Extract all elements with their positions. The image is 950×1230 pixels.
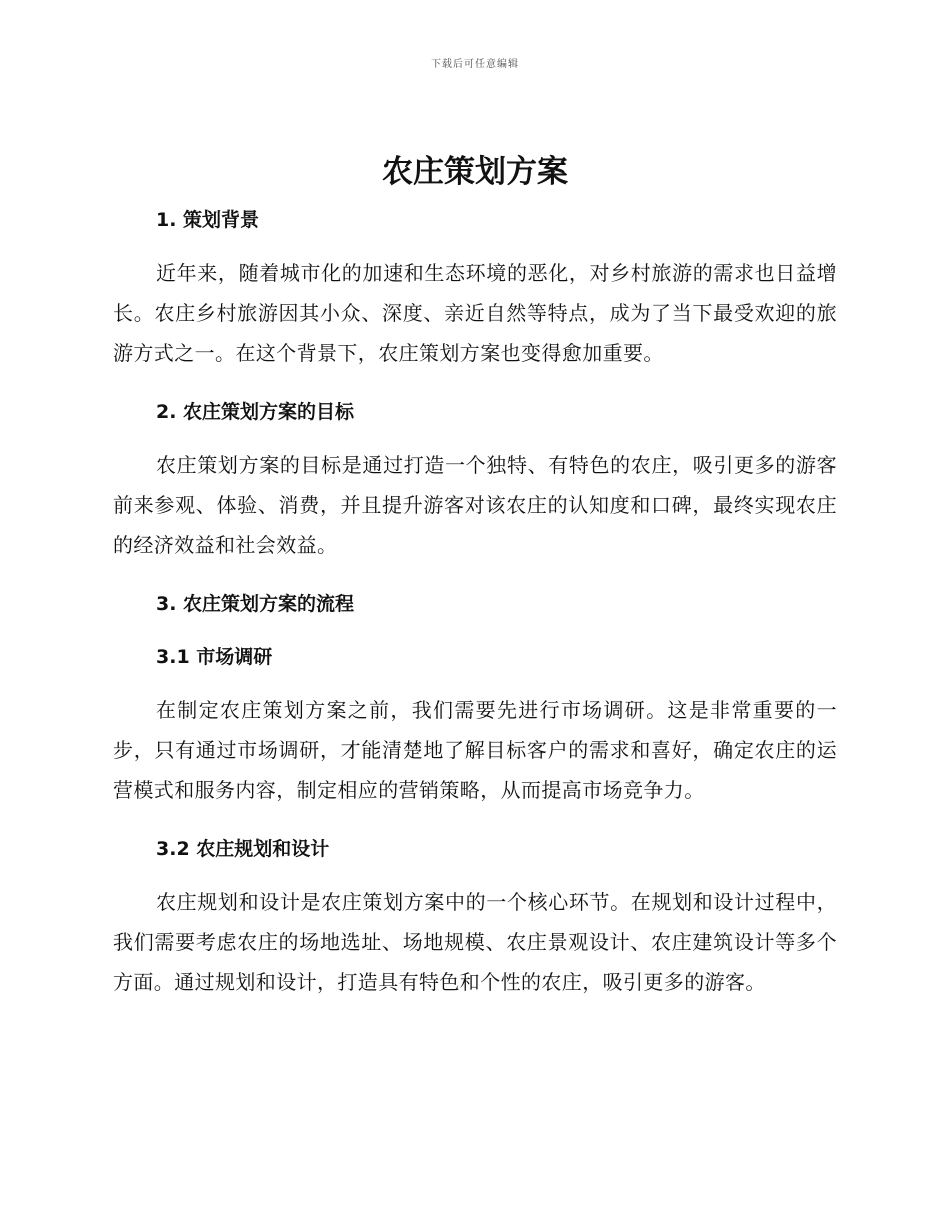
section-heading-market-research: 3.1 市场调研 [156, 646, 273, 668]
document-body [113, 200, 837, 1002]
section-paragraph-planning-design: 农庄规划和设计是农庄策划方案中的一个核心环节。在规划和设计过程中，我们需要考虑农庄的场地选址、场地规模、农庄景观设计、农庄建筑设计等多个方面。通过规划和设计，打造具有特色和个性的农庄，吸引更多的游客。 [113, 890, 837, 994]
document-title: 农庄策划方案 [382, 154, 568, 190]
section-paragraph-background: 近年来，随着城市化的加速和生态环境的恶化，对乡村旅游的需求也日益增长。农庄乡村旅游因其小众、深度、亲近自然等特点，成为了当下最受欢迎的旅游方式之一。在这个背景下，农庄策划方案也变得愈加重要。 [113, 261, 837, 365]
section-heading-background: 1. 策划背景 [156, 209, 260, 231]
section-heading-process: 3. 农庄策划方案的流程 [156, 593, 355, 615]
section-paragraph-market-research: 在制定农庄策划方案之前，我们需要先进行市场调研。这是非常重要的一步，只有通过市场调研，才能清楚地了解目标客户的需求和喜好，确定农庄的运营模式和服务内容，制定相应的营销策略，从而提高市场竞争力。 [113, 698, 837, 802]
section-heading-planning-design: 3.2 农庄规划和设计 [156, 838, 330, 860]
section-heading-goals: 2. 农庄策划方案的目标 [156, 401, 355, 423]
page-header: 下载后可任意编辑 [431, 59, 519, 70]
section-paragraph-goals: 农庄策划方案的目标是通过打造一个独特、有特色的农庄，吸引更多的游客前来参观、体验、消费，并且提升游客对该农庄的认知度和口碑，最终实现农庄的经济效益和社会效益。 [113, 453, 837, 557]
